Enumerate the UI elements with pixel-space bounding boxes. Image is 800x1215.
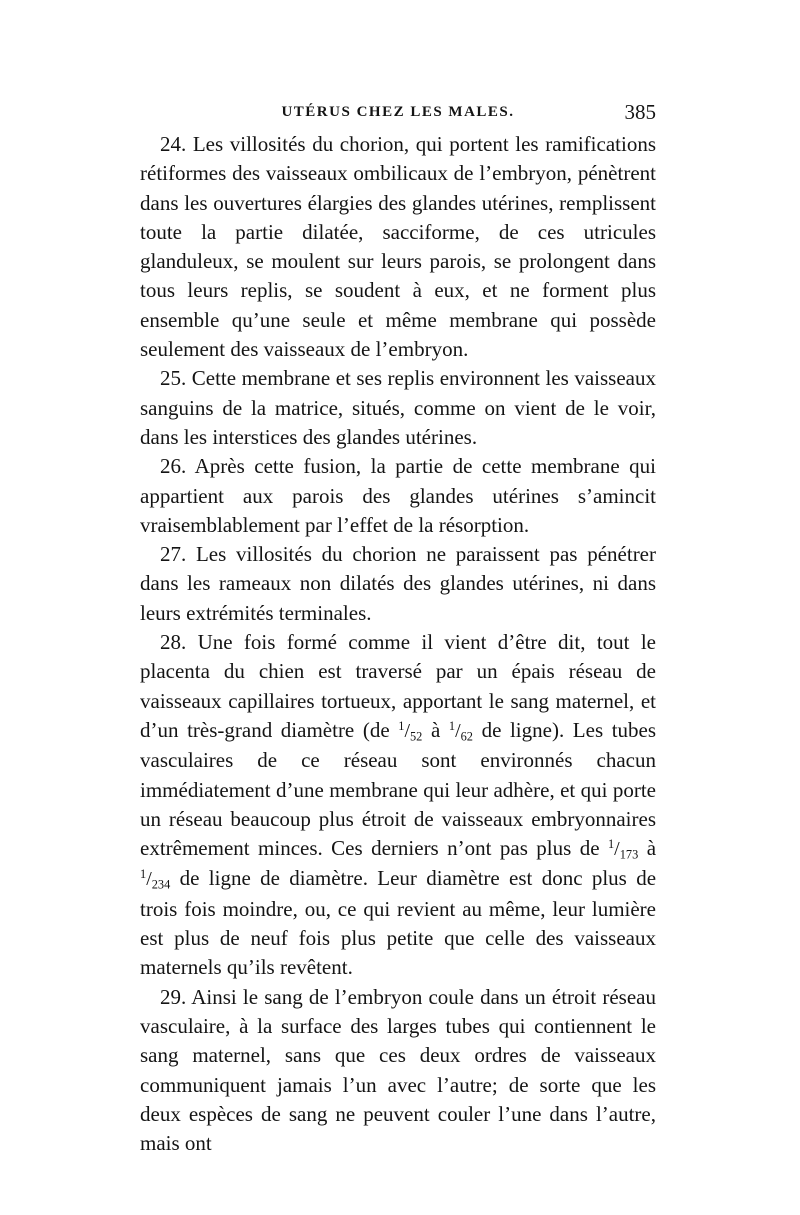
paragraph-text: de ligne de diamètre. Leur diamètre est donc plus de trois fois moindre, ou, ce qui revient au même, leur lumière est plus de neuf fois plus petite que celle des vaisseaux maternels qu’ils revêtent. [140, 866, 657, 980]
paragraph-number: 27. [160, 542, 187, 567]
fraction-denominator: 234 [151, 878, 171, 893]
paragraph-24 [140, 130, 656, 364]
fraction-numerator: 1 [448, 719, 456, 734]
paragraph-number: 28. [160, 630, 187, 655]
fraction-denominator: 52 [410, 729, 423, 744]
paragraph-text: de ligne). Les tubes vasculaires de ce réseau sont environnés chacun immédiatement d’une membrane qui leur adhère, et qui porte un réseau beaucoup plus étroit de vaisseaux embryonnaires extrêmement minces. Ces derniers n’ont pas plus de [140, 717, 657, 861]
paragraph-text: à [430, 717, 441, 742]
page-number: 385 [624, 100, 656, 124]
page-header [140, 98, 656, 126]
fraction-numerator: 1 [140, 867, 147, 882]
fraction-denominator: 62 [460, 729, 473, 744]
fraction: $^1/_{62}$ [448, 719, 473, 744]
paragraph-28 [140, 628, 656, 983]
paragraph-number: 25. [160, 366, 187, 391]
paragraph-number: 24. [160, 132, 187, 156]
paragraph-29 [140, 983, 656, 1159]
fraction-denominator: 173 [619, 847, 639, 862]
fraction: $^1/_{173}$ [607, 837, 639, 862]
paragraph-text: Les villosités du chorion, qui portent les ramifications rétiformes des vaisseaux ombilicaux de l’embryon, pénètrent dans les ouvertures élargies des glandes utérines, remplissent toute la partie dilatée, sacciforme, de ces utricules glanduleux, se moulent sur leurs parois, se prolongent dans tous leurs replis, se soudent à eux, et ne forment plus ensemble qu’une seule et même membrane qui possède seulement des vaisseaux de l’embryon. [140, 132, 656, 362]
paragraph-number: 29. [160, 984, 187, 1009]
paragraph-text: Après cette fusion, la partie de cette membrane qui appartient aux parois des glandes utérines s’amincit vraisemblablement par l’effet de la résorption. [140, 454, 656, 537]
paragraph-number: 26. [160, 454, 187, 479]
paragraph-26 [140, 452, 656, 540]
running-title: UTÉRUS CHEZ LES MALES. [281, 104, 515, 120]
fraction: $^1/_{52}$ [398, 719, 423, 744]
paragraph-text: Une fois formé comme il vient d’être dit, tout le placenta du chien est traversé par un épais réseau de vaisseaux capillaires tortueux, apportant le sang maternel, et d’un très-grand diamètre (de [140, 630, 656, 742]
paragraph-25 [140, 364, 656, 452]
paragraph-27 [140, 540, 656, 628]
paragraph-text: Cette membrane et ses replis environnent les vaisseaux sanguins de la matrice, situés, comme on vient de le voir, dans les interstices des glandes utérines. [140, 366, 656, 449]
paragraph-text: Ainsi le sang de l’embryon coule dans un étroit réseau vasculaire, à la surface des larges tubes qui contiennent le sang maternel, sans que ces deux ordres de vaisseaux communiquent jamais l’un avec l’autre; de sorte que les deux espèces de sang ne peuvent couler l’une dans l’autre, mais ont [140, 984, 656, 1156]
fraction-numerator: 1 [398, 719, 405, 734]
paragraph-text: à [646, 836, 657, 861]
fraction: $^1/_{234}$ [140, 867, 171, 893]
fraction-numerator: 1 [607, 837, 615, 852]
body-text [140, 130, 656, 1158]
paragraph-text: Les villosités du chorion ne paraissent pas pénétrer dans les rameaux non dilatés des glandes utérines, ni dans leurs extrémités terminales. [140, 542, 656, 625]
